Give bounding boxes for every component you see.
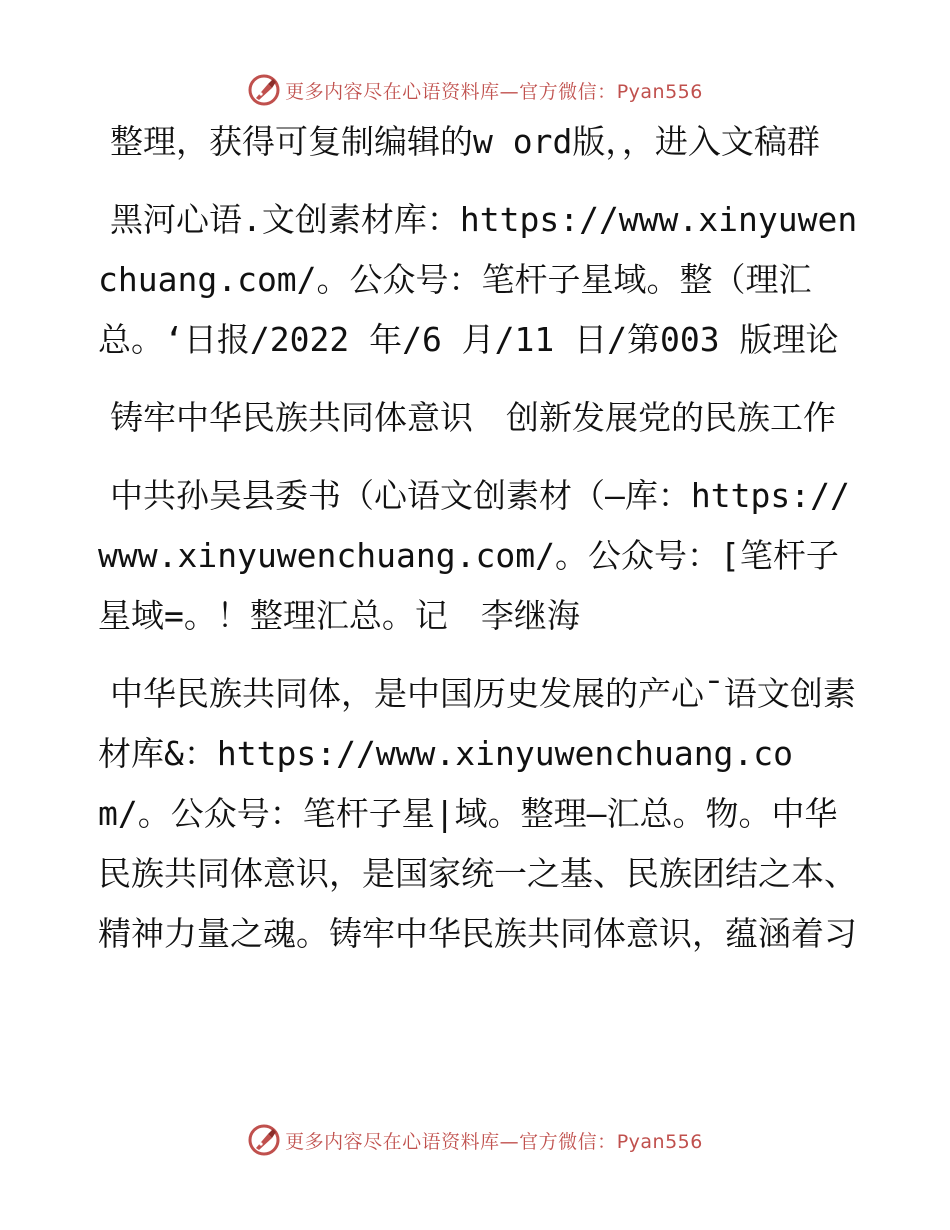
header-site-text: 更多内容尽在心语资料库 [285,80,500,103]
footer-watermark-text [285,1127,703,1154]
paragraph-2: 黑河心语.文创素材库：https://www.xinyuwenchuang.com/。公众号：笔杆子星域。整（理汇总。‘日报/2022 年/6 月/11 日/第003 版理论 [98,200,858,359]
header-watermark-banner [0,70,950,110]
pen-nib-logo-icon [247,1123,281,1157]
footer-site-text: 更多内容尽在心语资料库 [285,1130,500,1153]
paragraph-3: 铸牢中华民族共同体意识 创新发展党的民族工作 [110,398,836,437]
header-wechat-label: 官方微信： [519,80,617,103]
paragraph-1: 整理，获得可复制编辑的w ord版，，进入文稿群 [110,122,820,161]
footer-separator: — [499,1130,520,1153]
footer-wechat-label: 官方微信： [519,1130,617,1153]
document-body [98,112,858,982]
header-wechat-id: Pyan556 [616,80,703,103]
header-separator: — [499,80,520,103]
footer-watermark-banner [0,1120,950,1160]
paragraph-4: 中共孙吴县委书（心语文创素材（—库：https://www.xinyuwenchuang.com/。公众号：[笔杆子星域=。！整理汇总。记 李继海 [98,476,850,635]
pen-nib-logo-icon [247,73,281,107]
footer-wechat-id: Pyan556 [616,1130,703,1153]
header-watermark-text [285,77,703,104]
paragraph-5: 中华民族共同体，是中国历史发展的产心¯语文创素材库&：https://www.xinyuwenchuang.com/。公众号：笔杆子星|域。整理—汇总。物。中华民族共同体意识，是国家统一之基、民族团结之本、精神力量之魂。铸牢中华民族共同体意识，蕴涵着习 [98,674,857,953]
